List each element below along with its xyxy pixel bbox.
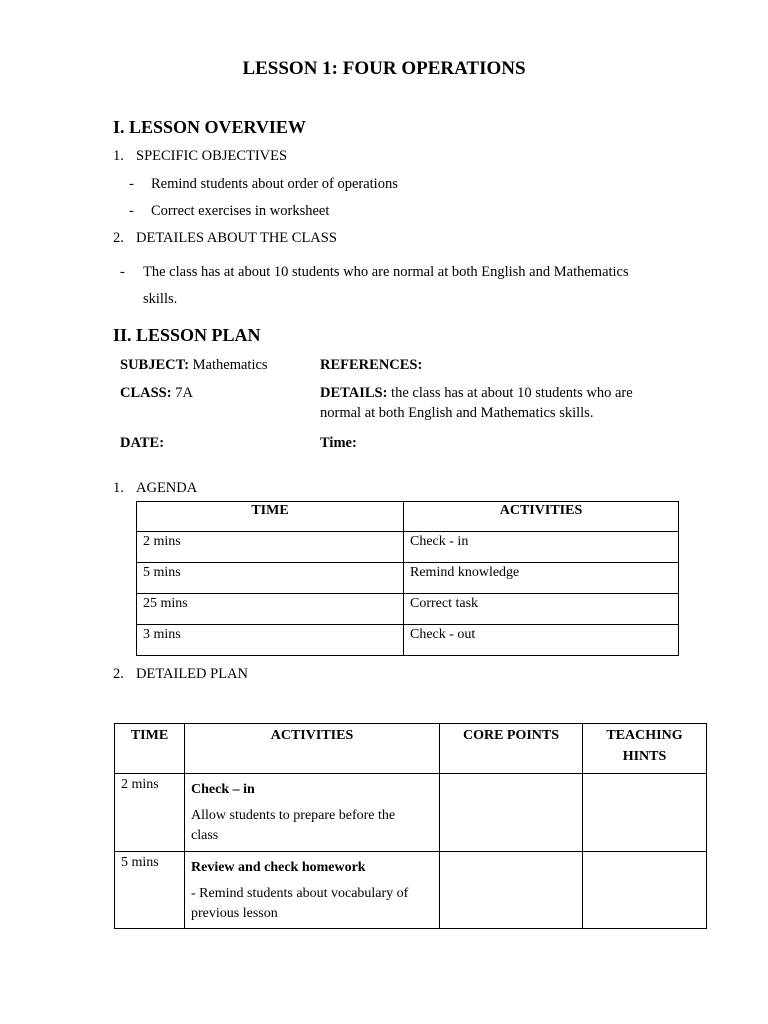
detailed-plan-label: DETAILED PLAN [136, 666, 248, 682]
class-details-bullet: - [120, 264, 125, 280]
table-row [137, 563, 679, 594]
agenda-time-cell: 3 mins [137, 625, 404, 656]
plan-activity-description: - Remind students about vocabulary of previous lesson [191, 886, 409, 921]
objective-item: Remind students about order of operations [151, 176, 398, 192]
lesson-title: LESSON 1: FOUR OPERATIONS [242, 58, 526, 79]
plan-activity-title: Review and check homework [191, 860, 366, 875]
plan-activity-cell [185, 774, 440, 852]
objective-bullet: - [129, 176, 134, 192]
details-value: the class has at about 10 students who are [391, 385, 633, 401]
objectives-label: SPECIFIC OBJECTIVES [136, 148, 288, 164]
time-label: Time: [320, 435, 357, 451]
table-row [115, 852, 707, 929]
lesson-plan-heading: II. LESSON PLAN [113, 325, 261, 345]
plan-activity-cell [185, 852, 440, 929]
agenda-number: 1. [113, 480, 124, 496]
plan-time-cell: 2 mins [115, 774, 185, 852]
table-row [137, 625, 679, 656]
plan-core-points-cell [440, 852, 583, 929]
agenda-activity-cell: Check - out [404, 625, 679, 656]
plan-header-teaching-hints: TEACHING HINTS [583, 724, 707, 774]
agenda-header-row [137, 502, 679, 532]
agenda-label: AGENDA [136, 480, 198, 496]
class-label: CLASS: [120, 385, 172, 401]
references-label: REFERENCES: [320, 357, 423, 373]
agenda-header-time: TIME [137, 502, 404, 532]
plan-header-row [115, 724, 707, 774]
plan-header-core-points: CORE POINTS [440, 724, 583, 774]
plan-header-activities: ACTIVITIES [185, 724, 440, 774]
subject-field [120, 357, 268, 374]
agenda-header-activities: ACTIVITIES [404, 502, 679, 532]
class-value: 7A [175, 385, 193, 401]
agenda-table [136, 501, 679, 656]
agenda-activity-cell: Check - in [404, 532, 679, 563]
details-field [320, 385, 633, 402]
class-field [120, 385, 193, 402]
details-label: DETAILS: [320, 385, 388, 401]
class-details-line: The class has at about 10 students who are normal at both English and Mathematics [143, 264, 629, 280]
detailed-plan-table [114, 723, 707, 929]
date-label: DATE: [120, 435, 165, 451]
class-details-number: 2. [113, 230, 124, 246]
class-details-label: DETAILES ABOUT THE CLASS [136, 230, 337, 246]
class-details-line: skills. [143, 291, 178, 307]
details-value-continued: normal at both English and Mathematics skills. [320, 405, 594, 421]
subject-label: SUBJECT: [120, 357, 190, 373]
plan-activity-title: Check – in [191, 782, 255, 797]
table-row [137, 532, 679, 563]
agenda-activity-cell: Correct task [404, 594, 679, 625]
plan-time-cell: 5 mins [115, 852, 185, 929]
objective-item: Correct exercises in worksheet [151, 203, 330, 219]
objectives-number: 1. [113, 148, 124, 164]
agenda-time-cell: 5 mins [137, 563, 404, 594]
overview-heading: I. LESSON OVERVIEW [113, 117, 306, 137]
agenda-time-cell: 2 mins [137, 532, 404, 563]
objective-bullet: - [129, 203, 134, 219]
plan-teaching-hints-cell [583, 774, 707, 852]
agenda-activity-cell: Remind knowledge [404, 563, 679, 594]
plan-header-time: TIME [115, 724, 185, 774]
subject-value: Mathematics [192, 357, 268, 373]
plan-activity-description: Allow students to prepare before the class [191, 808, 396, 843]
detailed-plan-number: 2. [113, 666, 124, 682]
plan-core-points-cell [440, 774, 583, 852]
plan-teaching-hints-cell [583, 852, 707, 929]
table-row [115, 774, 707, 852]
table-row [137, 594, 679, 625]
agenda-time-cell: 25 mins [137, 594, 404, 625]
